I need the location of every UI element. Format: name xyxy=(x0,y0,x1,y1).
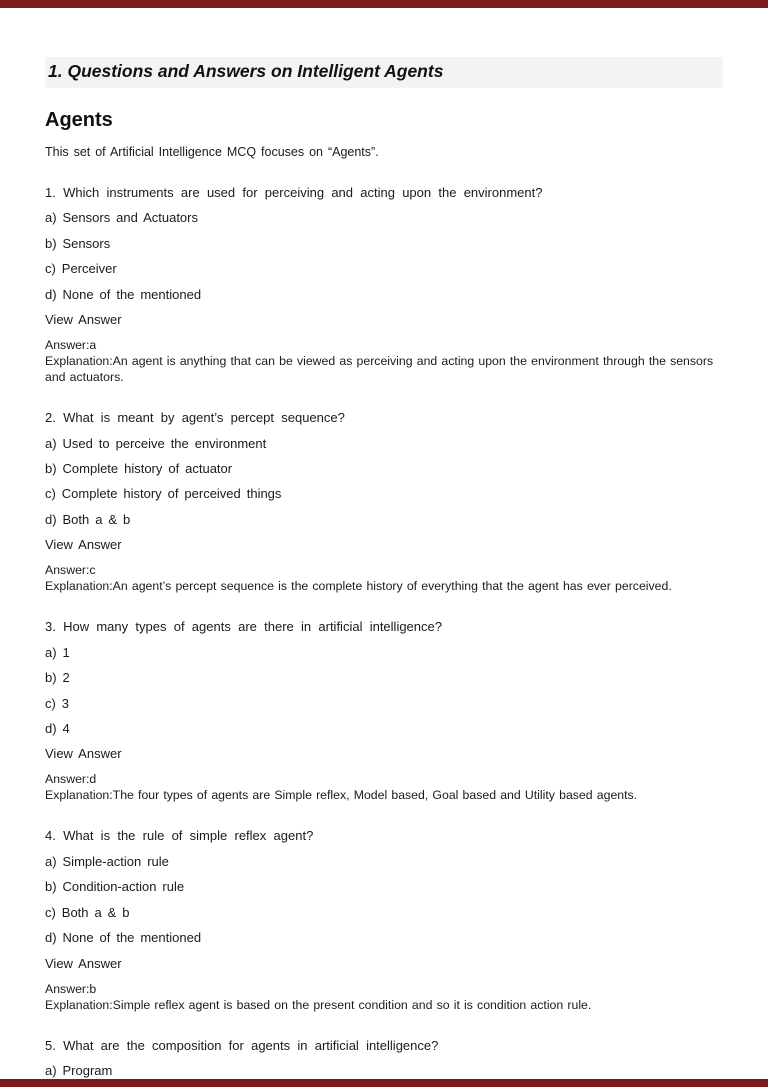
option-a: a) Sensors and Actuators xyxy=(45,210,198,226)
question-block-3 xyxy=(45,620,723,803)
question-text: 3. How many types of agents are there in artificial intelligence? xyxy=(45,619,442,635)
answer-block xyxy=(45,337,723,385)
section-heading: Agents xyxy=(45,109,113,131)
question-block-4 xyxy=(45,829,723,1012)
option-d: d) None of the mentioned xyxy=(45,286,202,302)
view-answer-link[interactable]: View Answer xyxy=(45,955,122,971)
answer-block xyxy=(45,562,723,594)
option-c: c) 3 xyxy=(45,695,70,711)
option-a: a) Simple-action rule xyxy=(45,853,169,869)
intro-text: This set of Artificial Intelligence MCQ focuses on “Agents”. xyxy=(45,145,379,159)
option-a: a) Used to perceive the environment xyxy=(45,435,267,451)
option-c: c) Both a & b xyxy=(45,904,130,920)
answer-text: Answer:d xyxy=(45,772,97,787)
option-c: c) Complete history of perceived things xyxy=(45,486,282,502)
explanation-text: Explanation:An agent is anything that can be viewed as perceiving and acting upon the environment through the sensors and actuators. xyxy=(45,354,714,385)
question-text: 5. What are the composition for agents in artificial intelligence? xyxy=(45,1037,439,1053)
question-block-1 xyxy=(45,186,723,385)
answer-block xyxy=(45,771,723,803)
answer-block xyxy=(45,981,723,1013)
bottom-border-bar xyxy=(0,1079,768,1087)
view-answer-link[interactable]: View Answer xyxy=(45,746,122,762)
option-d: d) None of the mentioned xyxy=(45,930,202,946)
option-a: a) 1 xyxy=(45,644,70,660)
question-text: 4. What is the rule of simple reflex agent? xyxy=(45,828,314,844)
question-text: 1. Which instruments are used for perceiving and acting upon the environment? xyxy=(45,185,543,200)
view-answer-link[interactable]: View Answer xyxy=(45,537,122,553)
answer-text: Answer:c xyxy=(45,563,96,578)
page-title: 1. Questions and Answers on Intelligent Agents xyxy=(45,57,723,88)
answer-text: Answer:b xyxy=(45,981,97,996)
explanation-text: Explanation:Simple reflex agent is based on the present condition and so it is condition action rule. xyxy=(45,997,592,1012)
explanation-text: Explanation:The four types of agents are Simple reflex, Model based, Goal based and Utility based agents. xyxy=(45,788,638,803)
option-b: b) 2 xyxy=(45,670,70,686)
option-d: d) Both a & b xyxy=(45,511,131,527)
option-b: b) Complete history of actuator xyxy=(45,461,233,476)
option-a: a) Program xyxy=(45,1062,113,1078)
explanation-text: Explanation:An agent’s percept sequence is the complete history of everything that the agent has ever perceived. xyxy=(45,579,672,594)
document-content xyxy=(45,0,723,1079)
question-text: 2. What is meant by agent’s percept sequence? xyxy=(45,410,345,426)
answer-text: Answer:a xyxy=(45,338,97,353)
option-b: b) Sensors xyxy=(45,235,111,251)
option-c: c) Perceiver xyxy=(45,261,117,277)
option-b: b) Condition-action rule xyxy=(45,879,185,895)
question-block-2 xyxy=(45,411,723,594)
question-block-5 xyxy=(45,1039,723,1079)
option-d: d) 4 xyxy=(45,721,70,736)
view-answer-link[interactable]: View Answer xyxy=(45,312,122,328)
